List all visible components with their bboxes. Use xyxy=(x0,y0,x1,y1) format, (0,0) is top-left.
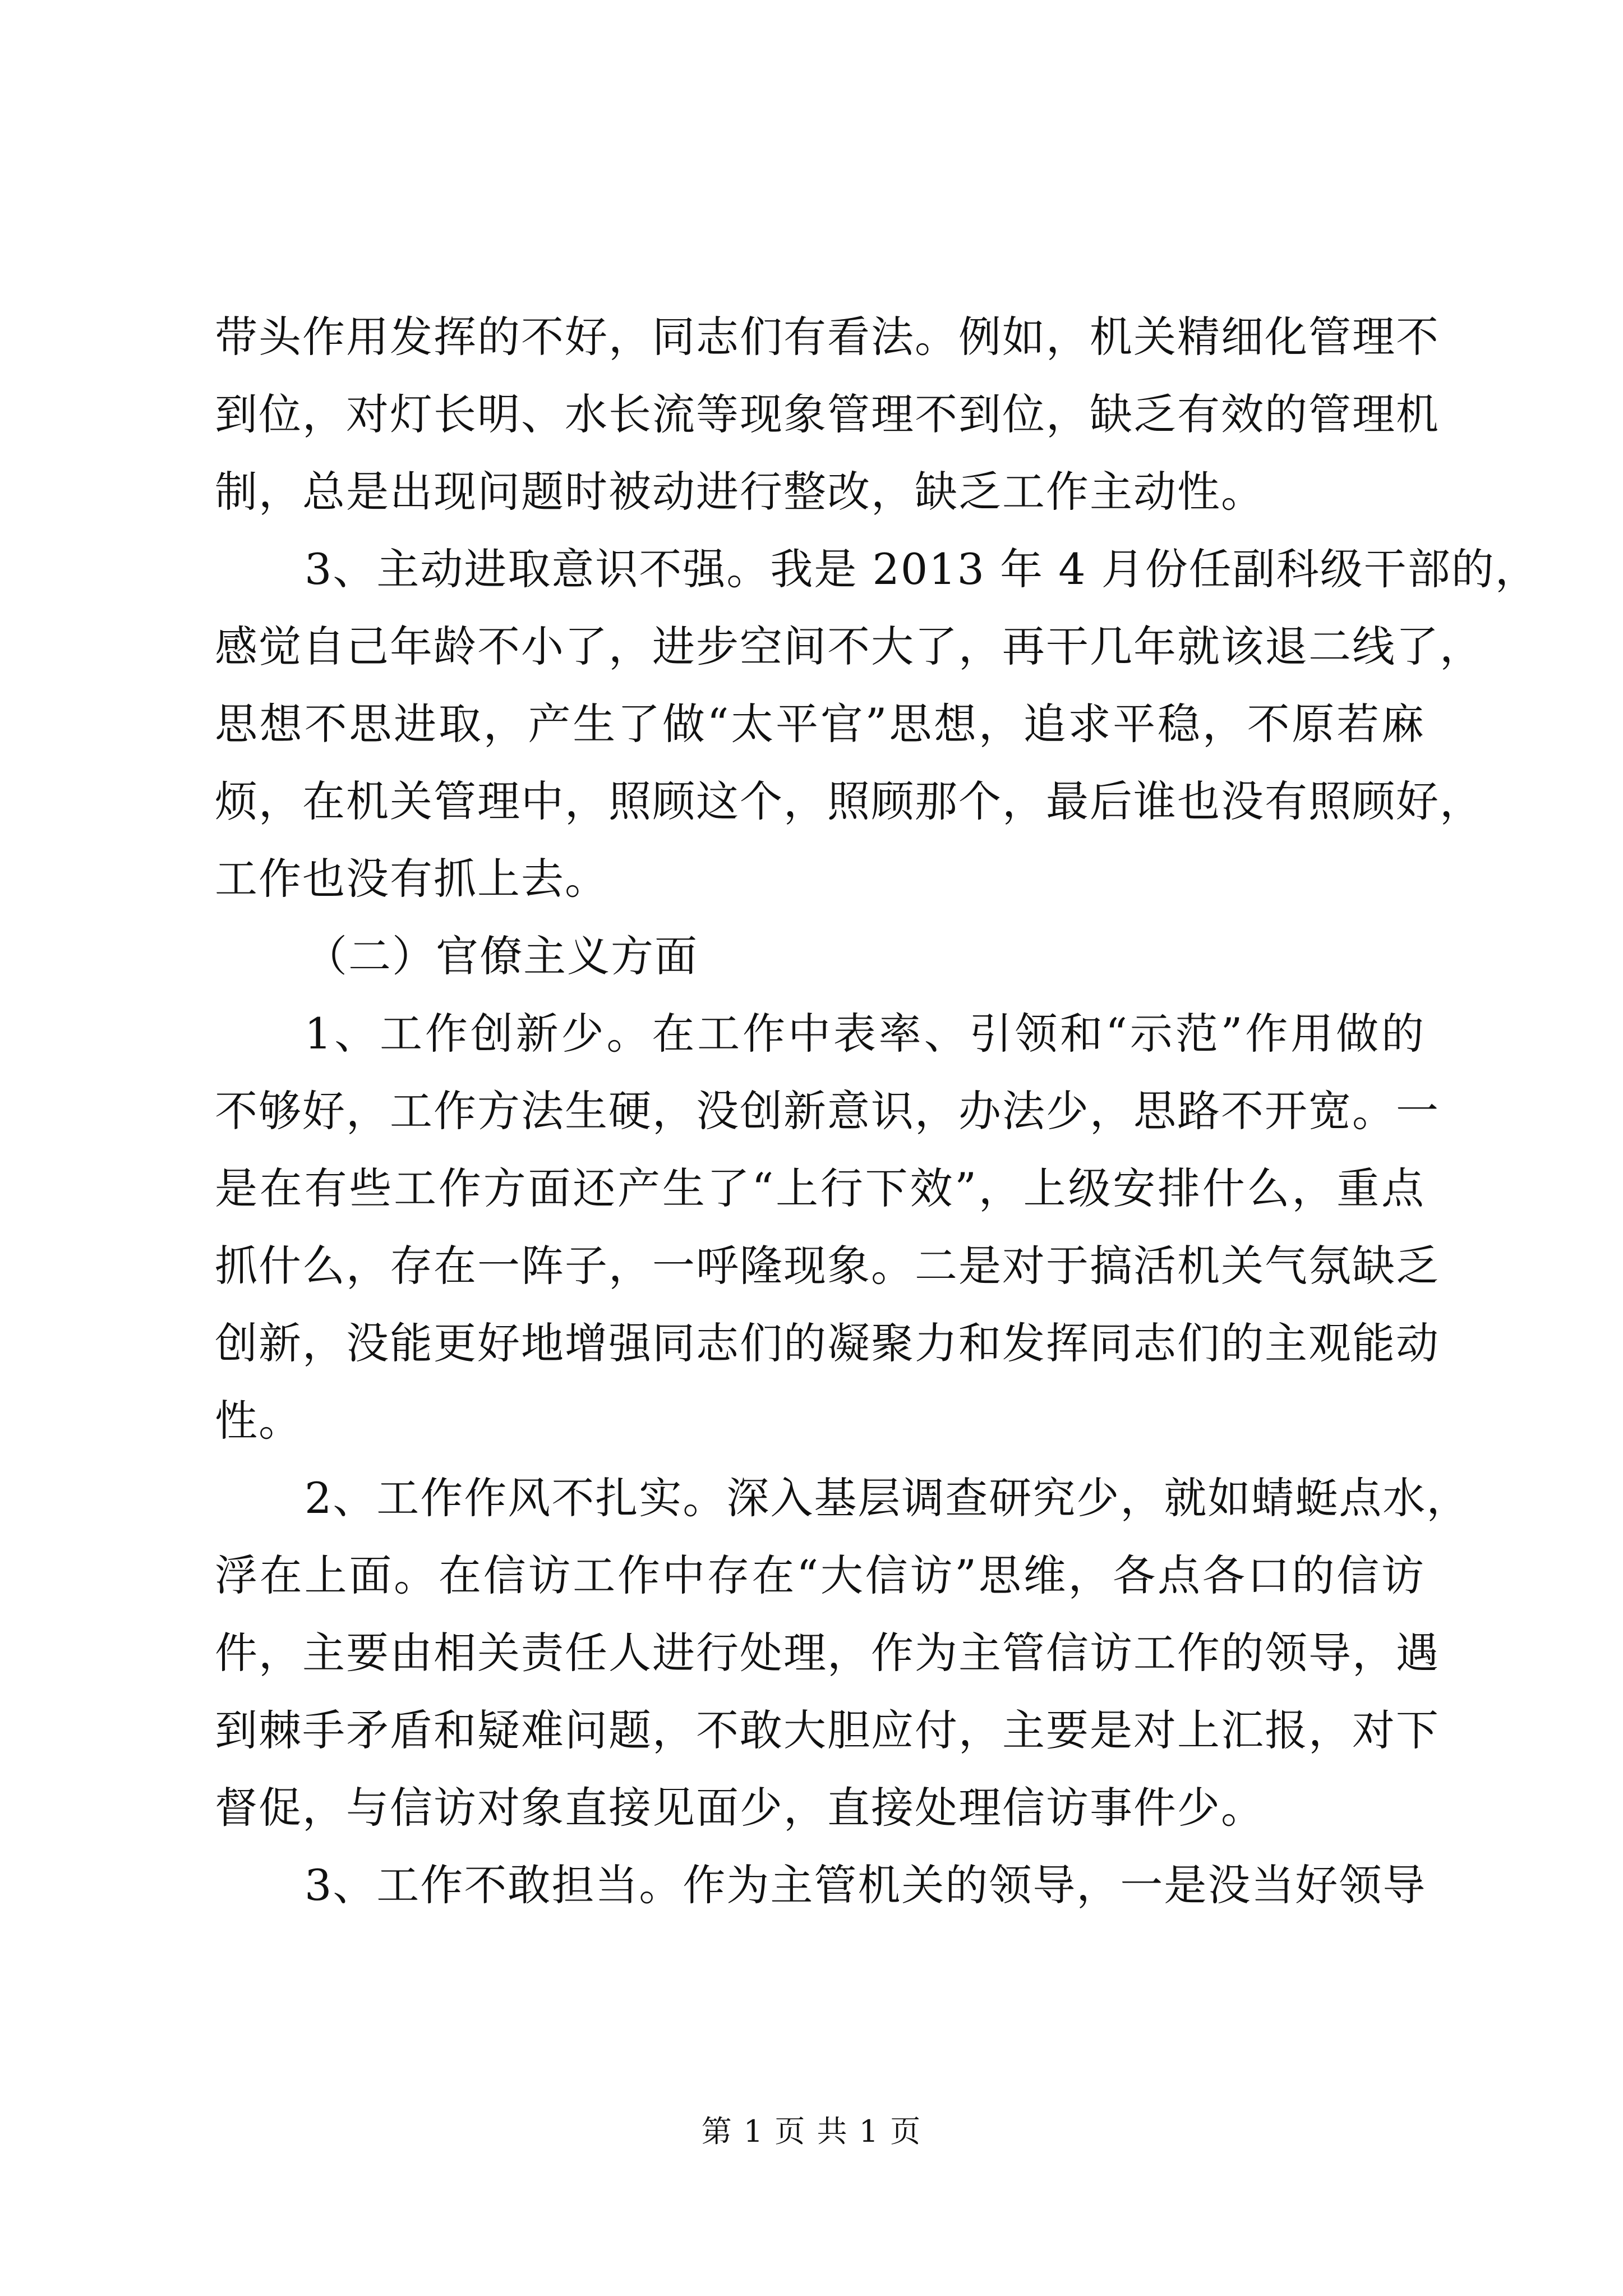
text-line: 2、工作作风不扎实。深入基层调查研究少，就如蜻蜓点水， xyxy=(305,1473,1470,1523)
text-line: 浮在上面。在信访工作中存在“大信访”思维，各点各口的信访 xyxy=(215,1550,1425,1600)
text-line: 抓什么，存在一阵子，一呼隆现象。二是对于搞活机关气氛缺乏 xyxy=(215,1241,1440,1291)
text-line: 1、工作创新少。在工作中表率、引领和“示范”作用做的 xyxy=(305,1009,1425,1059)
text-line: 件，主要由相关责任人进行处理，作为主管信访工作的领导，遇 xyxy=(215,1628,1440,1678)
text-line: 到棘手矛盾和疑难问题，不敢大胆应付，主要是对上汇报，对下 xyxy=(215,1705,1440,1755)
text-line: 创新，没能更好地增强同志们的凝聚力和发挥同志们的主观能动 xyxy=(215,1318,1440,1368)
text-line: 制，总是出现问题时被动进行整改，缺乏工作主动性。 xyxy=(215,467,1265,517)
text-line: 督促，与信访对象直接见面少，直接处理信访事件少。 xyxy=(215,1783,1265,1833)
text-line: 不够好，工作方法生硬，没创新意识，办法少，思路不开宽。一 xyxy=(215,1086,1440,1136)
text-line: 3、工作不敢担当。作为主管机关的领导，一是没当好领导 xyxy=(305,1860,1427,1910)
section-heading: （二）官僚主义方面 xyxy=(305,931,698,981)
page-footer: 第 1 页 共 1 页 xyxy=(701,2114,922,2149)
text-line: 工作也没有抓上去。 xyxy=(215,854,608,904)
text-line: 感觉自己年龄不小了，进步空间不大了，再干几年就该退二线了， xyxy=(215,622,1483,671)
text-line: 烦，在机关管理中，照顾这个，照顾那个，最后谁也没有照顾好， xyxy=(215,776,1483,826)
text-line: 3、主动进取意识不强。我是 2013 年 4 月份任副科级干部的， xyxy=(305,544,1539,594)
text-line: 思想不思进取，产生了做“太平官”思想，追求平稳，不原若麻 xyxy=(215,699,1425,749)
text-line: 是在有些工作方面还产生了“上行下效”，上级安排什么，重点 xyxy=(215,1163,1425,1213)
text-line: 到位，对灯长明、水长流等现象管理不到位，缺乏有效的管理机 xyxy=(215,389,1440,439)
text-line: 带头作用发挥的不好，同志们有看法。例如，机关精细化管理不 xyxy=(215,312,1440,362)
text-line: 性。 xyxy=(215,1396,302,1446)
document-body xyxy=(215,298,1539,1924)
